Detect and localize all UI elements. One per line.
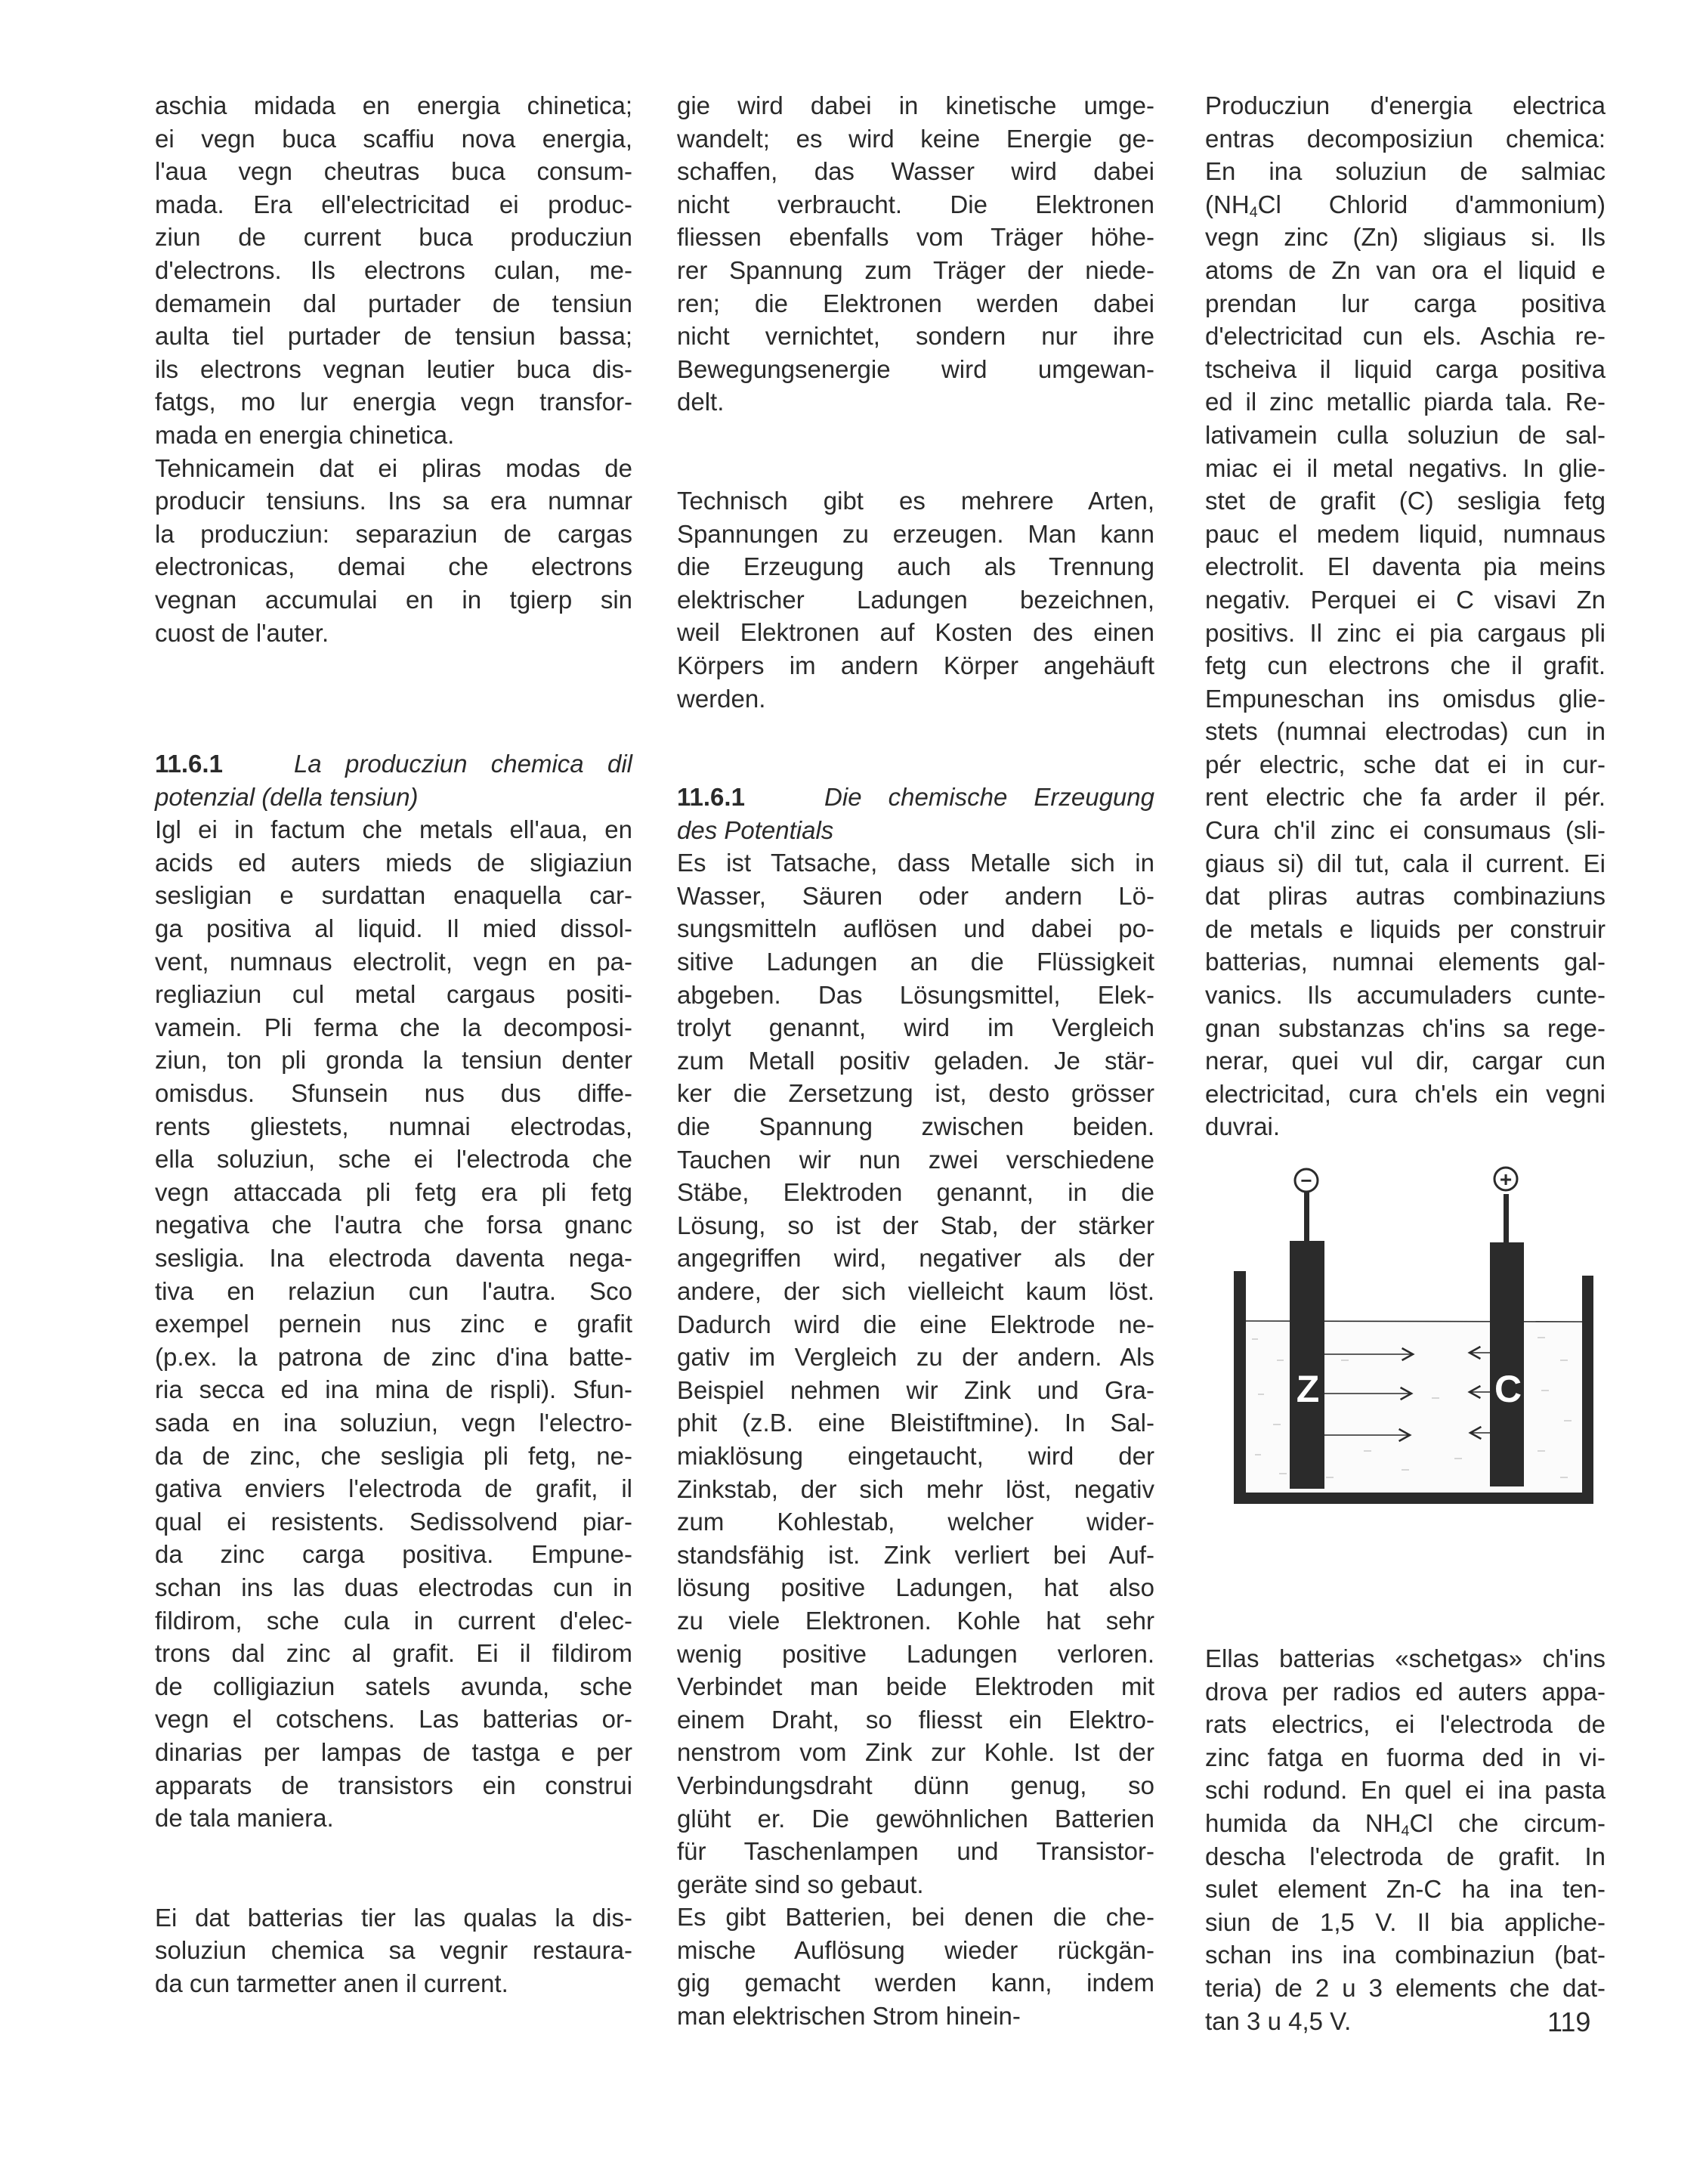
text-line: (p.ex. la patrona de zinc d'ina batte- xyxy=(155,1342,632,1371)
text-line: Stäbe, Elektroden genannt, in die xyxy=(677,1178,1154,1207)
text-line: andere, der sich vielleicht kaum löst. xyxy=(677,1277,1154,1305)
text-line: de tala maniera. xyxy=(155,1804,334,1833)
subscript: 4 xyxy=(1249,203,1258,221)
text-line: dinarias per lampas de tastga e per xyxy=(155,1737,632,1766)
text-line: vent, numnaus electrolit, vegn en pa- xyxy=(155,947,632,976)
text-line: apparats de transistors ein construi xyxy=(155,1771,632,1799)
spacer xyxy=(155,649,632,747)
text-line: Dadurch wird die eine Elektrode ne- xyxy=(677,1310,1154,1338)
text-line: vegn attaccada pli fetg era pli fetg xyxy=(155,1177,632,1206)
middle-section-heading xyxy=(677,781,1154,846)
text-line: En ina soluziun de salmiac xyxy=(1205,157,1606,186)
text-line: rent electric che fa arder il pér. xyxy=(1205,783,1606,812)
text-line: entras decomposiziun chemica: xyxy=(1205,124,1606,153)
text-line: rents gliestets, numnai electrodas, xyxy=(155,1112,632,1140)
text-line: sulet element Zn-C ha ina ten- xyxy=(1205,1875,1606,1904)
section-title: Die chemische Erzeugung xyxy=(824,783,1154,812)
text-line: Empuneschan ins omisdus glie- xyxy=(1205,684,1606,713)
text-line: vegn el cotschens. Las batterias or- xyxy=(155,1705,632,1734)
text-line: Spannungen zu erzeugen. Man kann xyxy=(677,519,1154,548)
galvanic-cell-diagram xyxy=(1205,1134,1617,1504)
minus-sign: − xyxy=(1300,1169,1312,1192)
text-line: fatgs, mo lur energia vegn transfor- xyxy=(155,388,632,416)
text-line: fliessen ebenfalls vom Träger höhe- xyxy=(677,223,1154,252)
text-line: tscheiva il liquid carga positiva xyxy=(1205,354,1606,383)
text-line: sesligian e surdattan enaquella car- xyxy=(155,881,632,910)
plus-sign: + xyxy=(1499,1168,1513,1191)
text-line: zinc fatga en fuorma ded in vi- xyxy=(1205,1743,1606,1771)
text-line: gnan substanzas ch'ins sa rege- xyxy=(1205,1013,1606,1042)
text-line: acids ed auters mieds de sligiaziun xyxy=(155,848,632,877)
subscript: 4 xyxy=(1401,1822,1410,1839)
text-line: nerar, quei vul dir, cargar cun xyxy=(1205,1047,1606,1075)
text-line: da cun tarmetter anen il current. xyxy=(155,1969,508,1997)
text-line: descha l'electroda de grafit. In xyxy=(1205,1842,1606,1870)
text-line: exempel pernein nus zinc e grafit xyxy=(155,1310,632,1338)
text-line: weil Elektronen auf Kosten des einen xyxy=(677,618,1154,647)
text-line: qual ei resistents. Sedissolvend piar- xyxy=(155,1507,632,1536)
text-line: nicht vernichtet, sondern nur ihre xyxy=(677,322,1154,351)
text-line: humida da $NH_4Cl$ che circum- xyxy=(1205,1808,1606,1839)
middle-para-2 xyxy=(677,484,1154,715)
zinc-electrode xyxy=(1290,1241,1324,1489)
carbon-label: C xyxy=(1494,1368,1522,1410)
text-line: Verbindungsdraht dünn genug, so xyxy=(677,1771,1154,1799)
text-line: Beispiel nehmen wir Zink und Gra- xyxy=(677,1375,1154,1404)
left-para-2 xyxy=(155,452,632,650)
section-number: 11.6.1 xyxy=(677,783,745,812)
text-line: vegnan accumulai en in tgierp sin xyxy=(155,585,632,614)
text-line: einem Draht, so fliesst ein Elektro- xyxy=(677,1705,1154,1734)
text-line: phit (z.B. eine Bleistiftmine). In Sal- xyxy=(677,1409,1154,1437)
text-line: de colligiaziun satels avunda, sche xyxy=(155,1672,632,1700)
text-line: für Taschenlampen und Transistor- xyxy=(677,1837,1154,1866)
text-line: sungsmitteln auflösen und dabei po- xyxy=(677,914,1154,943)
text-line: rer Spannung zum Träger der niede- xyxy=(677,255,1154,284)
text-line: rats electrics, ei l'electroda de xyxy=(1205,1710,1606,1739)
text-line: schan ins las duas electrodas cun in xyxy=(155,1573,632,1601)
text-line: angegriffen wird, negativer als der xyxy=(677,1244,1154,1273)
text-line: Tauchen wir nun zwei verschiedene xyxy=(677,1145,1154,1174)
text-line: giaus si) dil tut, cala il current. Ei xyxy=(1205,849,1606,877)
text-line: mische Auflösung wieder rückgän- xyxy=(677,1935,1154,1964)
text-line: fildirom, sche cula in current d'elec- xyxy=(155,1606,632,1635)
text-line: demamein dal purtader de tensiun xyxy=(155,289,632,317)
text-line: drova per radios ed auters appa- xyxy=(1205,1677,1606,1706)
text-line: omisdus. Sfunsein nus dus diffe- xyxy=(155,1079,632,1108)
text-line: ed il zinc metallic piarda tala. Re- xyxy=(1205,388,1606,416)
text-line: ren; die Elektronen werden dabei xyxy=(677,289,1154,317)
text-line: geräte sind so gebaut. xyxy=(677,1870,924,1898)
text-line: miaklösung eingetaucht, wird der xyxy=(677,1441,1154,1470)
text-line: die Spannung zwischen beiden. xyxy=(677,1112,1154,1141)
left-section-heading xyxy=(155,747,632,813)
text-line: wenig positive Ladungen verloren. xyxy=(677,1639,1154,1668)
text-line: gativ im Vergleich zu der andern. Als xyxy=(677,1343,1154,1372)
text-line: sesligia. Ina electroda daventa nega- xyxy=(155,1244,632,1272)
text-line: abgeben. Das Lösungsmittel, Elek- xyxy=(677,980,1154,1009)
text-line: regliaziun cul metal cargaus positi- xyxy=(155,980,632,1009)
text-line: die Erzeugung auch als Trennung xyxy=(677,552,1154,581)
text-line: stet de grafit (C) sesligia fetg xyxy=(1205,487,1606,515)
left-para-4 xyxy=(155,1901,632,2000)
text-line: glüht er. Die gewöhnlichen Batterien xyxy=(677,1804,1154,1833)
text-line: Technisch gibt es mehrere Arten, xyxy=(677,486,1154,515)
text-line: zum Metall positiv geladen. Je stär- xyxy=(677,1046,1154,1075)
text-line: man elektrischen Strom hinein- xyxy=(677,2002,1021,2031)
text-line: ria secca ed ina mina de rispli). Sfun- xyxy=(155,1375,632,1404)
text-line: Bewegungsenergie wird umgewan- xyxy=(677,354,1154,383)
text-line: sada en ina soluziun, vegn l'electro- xyxy=(155,1408,632,1437)
middle-para-4 xyxy=(677,1901,1154,2032)
text-line: negativa che l'autra che forsa gnanc xyxy=(155,1211,632,1239)
text-line: Es gibt Batterien, bei denen die che- xyxy=(677,1903,1154,1932)
text-line: elektrischer Ladungen bezeichnen, xyxy=(677,585,1154,614)
text-line: Tehnicamein dat ei pliras modas de xyxy=(155,453,632,482)
text-line: zu viele Elektronen. Kohle hat sehr xyxy=(677,1606,1154,1635)
text-line: d'electrons. Ils electrons culan, me- xyxy=(155,255,632,284)
text-line: delt. xyxy=(677,388,725,416)
zinc-label: Z xyxy=(1296,1368,1320,1410)
text-line: Ei dat batterias tier las qualas la dis- xyxy=(155,1903,632,1932)
heading-line-1 xyxy=(677,781,1154,814)
text-line: teria) de 2 u 3 elements che dat- xyxy=(1205,1973,1606,2002)
text-line: fetg cun electrons che il grafit. xyxy=(1205,651,1606,680)
text-line: pauc el medem liquid, numnaus xyxy=(1205,519,1606,548)
right-para-1 xyxy=(1205,89,1606,1143)
text-line: trolyt genannt, wird im Vergleich xyxy=(677,1013,1154,1042)
text-line: gativa enviers l'electroda de grafit, il xyxy=(155,1474,632,1503)
text-line: zum Kohlestab, welcher wider- xyxy=(677,1508,1154,1536)
text-line: ker die Zersetzung ist, desto grösser xyxy=(677,1079,1154,1108)
text-line: ziun de current buca producziun xyxy=(155,223,632,252)
text-line: atoms de Zn van ora el liquid e xyxy=(1205,255,1606,284)
heading-line-1 xyxy=(155,747,632,781)
text-line: lativamein culla soluziun de sal- xyxy=(1205,420,1606,449)
left-para-3 xyxy=(155,813,632,1834)
text-line: ($NH_4Cl$ Chlorid d'ammonium) xyxy=(1205,190,1606,221)
right-column xyxy=(1205,89,1606,1143)
text-line: vegn zinc (Zn) sligiaus si. Ils xyxy=(1205,223,1606,252)
right-para-2 xyxy=(1205,1642,1606,2037)
spacer xyxy=(677,715,1154,781)
text-line: siun de 1,5 V. Il bia appliche- xyxy=(1205,1907,1606,1936)
text-line: schi rodund. En quel ei ina pasta xyxy=(1205,1776,1606,1805)
text-line: sitive Ladungen an die Flüssigkeit xyxy=(677,948,1154,976)
text-line: da de zinc, che sesligia pli fetg, ne- xyxy=(155,1441,632,1470)
text-line: negativ. Perquei ei C visavi Zn xyxy=(1205,585,1606,614)
galvanic-cell-svg xyxy=(1205,1134,1617,1504)
text-line: tiva en relaziun cun l'autra. Sco xyxy=(155,1276,632,1305)
middle-para-3 xyxy=(677,846,1154,1901)
right-column-lower xyxy=(1205,1642,1606,2037)
text-line: l'aua vegn cheutras buca consum- xyxy=(155,157,632,186)
text-line: cuost de l'auter. xyxy=(155,618,329,647)
text-line: nicht verbraucht. Die Elektronen xyxy=(677,190,1154,218)
text-line: ziun, ton pli gronda la tensiun denter xyxy=(155,1046,632,1075)
middle-column xyxy=(677,89,1154,2033)
text-line: aschia midada en energia chinetica; xyxy=(155,91,632,119)
text-line: lösung positive Ladungen, hat also xyxy=(677,1573,1154,1602)
section-number: 11.6.1 xyxy=(155,750,223,778)
spacer xyxy=(677,419,1154,484)
text-line: soluziun chemica sa vegnir restaura- xyxy=(155,1936,632,1965)
text-line: Lösung, so ist der Stab, der stärker xyxy=(677,1211,1154,1239)
text-line: electricitad, cura ch'els ein vegni xyxy=(1205,1079,1606,1108)
text-line: de metals e liquids per construir xyxy=(1205,914,1606,943)
text-line: Igl ei in factum che metals ell'aua, en xyxy=(155,815,632,844)
spacer xyxy=(155,1835,632,1901)
text-line: positivs. Il zinc ei pia cargaus pli xyxy=(1205,618,1606,647)
text-line: Verbindet man beide Elektroden mit xyxy=(677,1672,1154,1701)
text-line: Ellas batterias «schetgas» ch'ins xyxy=(1205,1644,1606,1672)
zinc-terminal-stem xyxy=(1304,1193,1309,1242)
text-line: Wasser, Säuren oder andern Lö- xyxy=(677,881,1154,910)
text-line: vanics. Ils accumuladers cunte- xyxy=(1205,981,1606,1010)
text-line: ei vegn buca scaffiu nova energia, xyxy=(155,124,632,153)
text-line: wandelt; es wird keine Energie ge- xyxy=(677,124,1154,153)
text-line: electrolit. El daventa pia meins xyxy=(1205,552,1606,581)
text-line: tan 3 u 4,5 V. xyxy=(1205,2006,1352,2035)
text-line: da zinc carga positiva. Empune- xyxy=(155,1540,632,1569)
carbon-electrode xyxy=(1490,1242,1524,1486)
text-line: Producziun d'energia electrica xyxy=(1205,91,1606,119)
heading-line-2: des Potentials xyxy=(677,815,834,844)
text-line: ella soluziun, sche ei l'electroda che xyxy=(155,1145,632,1174)
text-line: miac ei il metal negativs. In glie- xyxy=(1205,453,1606,482)
text-line: standsfähig ist. Zink verliert bei Auf- xyxy=(677,1540,1154,1569)
text-line: la producziun: separaziun de cargas xyxy=(155,519,632,548)
text-line: gie wird dabei in kinetische umge- xyxy=(677,91,1154,119)
section-title: La producziun chemica dil xyxy=(293,750,632,778)
text-line: producir tensiuns. Ins sa era numnar xyxy=(155,487,632,515)
carbon-terminal-stem xyxy=(1504,1194,1509,1244)
text-line: gig gemacht werden kann, indem xyxy=(677,1969,1154,1997)
text-line: duvrai. xyxy=(1205,1112,1281,1141)
page-number: 119 xyxy=(1547,2006,1591,2037)
text-line: ga positiva al liquid. Il mied dissol- xyxy=(155,914,632,943)
text-line: vamein. Pli ferma che la decomposi- xyxy=(155,1013,632,1041)
text-line: electronicas, demai che electrons xyxy=(155,552,632,581)
text-line: pér electric, sche dat ei in cur- xyxy=(1205,750,1606,778)
text-line: batterias, numnai elements gal- xyxy=(1205,948,1606,976)
text-line: trons dal zinc al grafit. Ei il fildirom xyxy=(155,1639,632,1668)
heading-line-2: potenzial (della tensiun) xyxy=(155,782,419,811)
text-line: aulta tiel purtader de tensiun bassa; xyxy=(155,322,632,351)
middle-para-1 xyxy=(677,89,1154,419)
text-line: mada en energia chinetica. xyxy=(155,420,455,449)
text-line: d'electricitad cun els. Aschia re- xyxy=(1205,322,1606,351)
text-line: prendan lur carga positiva xyxy=(1205,289,1606,317)
text-line: werden. xyxy=(677,684,766,713)
text-line: Körpers im andern Körper angehäuft xyxy=(677,651,1154,679)
text-line: nenstrom vom Zink zur Kohle. Ist der xyxy=(677,1738,1154,1767)
text-line: ils electrons vegnan leutier buca dis- xyxy=(155,354,632,383)
text-line: Cura ch'il zinc ei consumaus (sli- xyxy=(1205,816,1606,845)
left-para-1 xyxy=(155,89,632,452)
text-line: schan ins ina combinaziun (bat- xyxy=(1205,1941,1606,1969)
text-line: stets (numnai electrodas) cun in xyxy=(1205,717,1606,746)
text-line: Es ist Tatsache, dass Metalle sich in xyxy=(677,849,1154,877)
text-line: Zinkstab, der sich mehr löst, negativ xyxy=(677,1474,1154,1503)
text-line: schaffen, das Wasser wird dabei xyxy=(677,157,1154,186)
text-line: dat pliras autras combinaziuns xyxy=(1205,882,1606,911)
left-column xyxy=(155,89,632,2000)
text-line: mada. Era ell'electricitad ei produc- xyxy=(155,190,632,218)
